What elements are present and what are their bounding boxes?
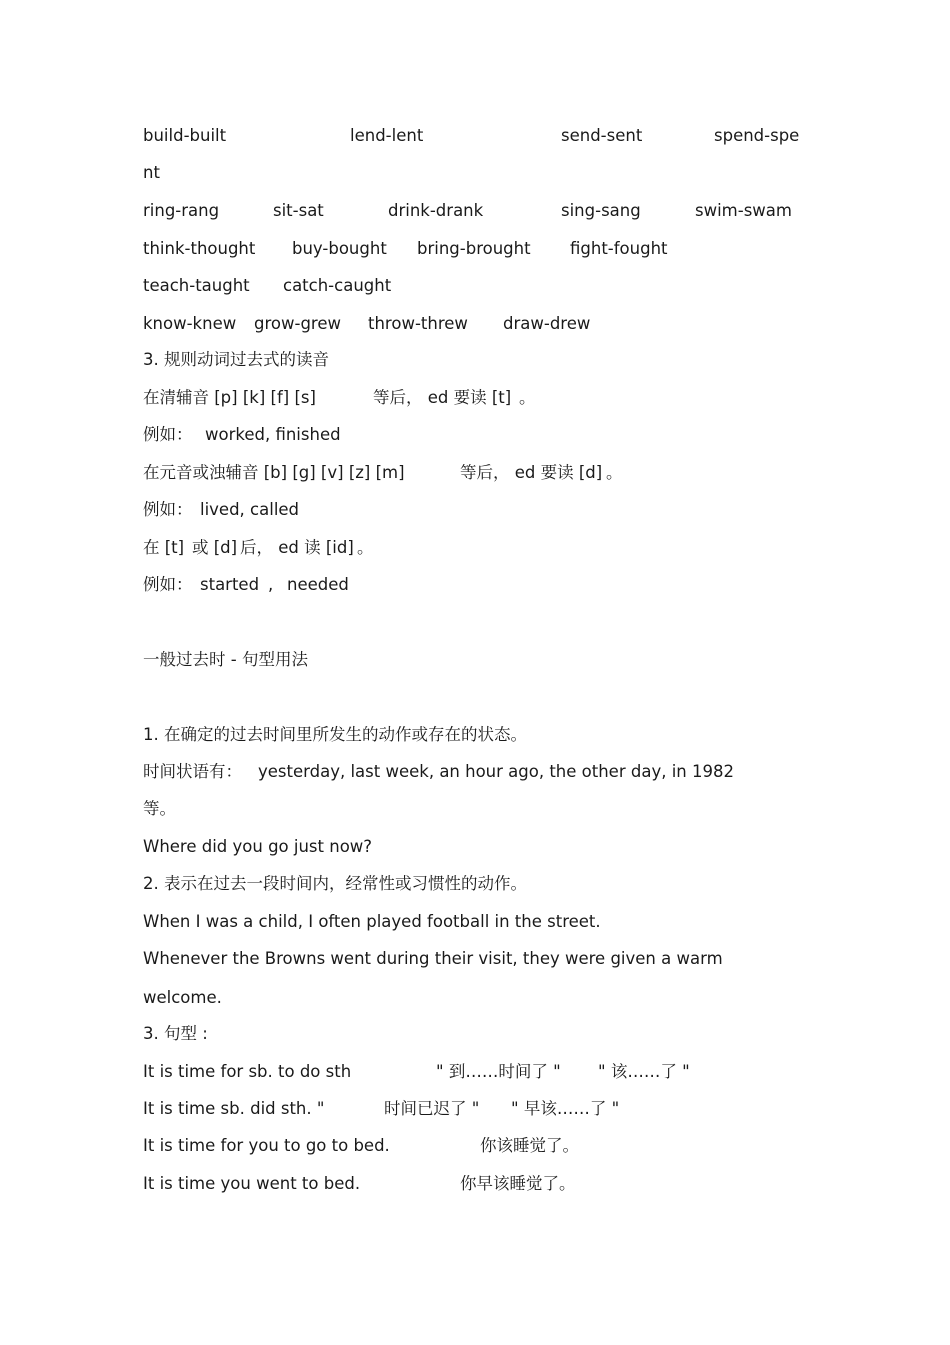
verb-pair: spend-spe bbox=[714, 126, 800, 145]
verb-pair: lend-lent bbox=[350, 126, 424, 145]
verb-pair: fight-fought bbox=[570, 239, 668, 258]
example-sentence-wrap: welcome. bbox=[143, 988, 222, 1007]
pronunciation-heading: 3. 规则动词过去式的读音 bbox=[143, 350, 329, 369]
example-sentence: Where did you go just now? bbox=[143, 837, 373, 856]
verb-pair: sit-sat bbox=[273, 201, 324, 220]
rule-t-d: 或 [d] bbox=[192, 538, 238, 557]
example-label: 例如： bbox=[143, 425, 193, 444]
rule-voiced: 在元音或浊辅音 [b] [g] [v] [z] [m] bbox=[143, 463, 405, 482]
verb-pair: bring-brought bbox=[417, 239, 531, 258]
verb-pair: build-built bbox=[143, 126, 227, 145]
verb-pair: swim-swam bbox=[695, 201, 792, 220]
pattern-cn: 时间已迟了 " bbox=[384, 1099, 480, 1118]
punctuation: , bbox=[268, 575, 274, 594]
verb-pair: think-thought bbox=[143, 239, 256, 258]
pattern-cn: " 到……时间了 " bbox=[436, 1062, 561, 1081]
verb-pair: grow-grew bbox=[254, 314, 341, 333]
verb-pair: draw-drew bbox=[503, 314, 591, 333]
usage-point: 1. 在确定的过去时间里所发生的动作或存在的状态。 bbox=[143, 725, 527, 744]
adverb-tail: 等。 bbox=[143, 799, 176, 818]
usage-point: 2. 表示在过去一段时间内，经常性或习惯性的动作。 bbox=[143, 874, 527, 893]
rule-t-d: 在 [t] bbox=[143, 538, 185, 557]
verb-pair: ring-rang bbox=[143, 201, 220, 220]
example-label: 例如： bbox=[143, 500, 193, 519]
example-words: lived, called bbox=[200, 500, 300, 519]
example-cn: 你早该睡觉了。 bbox=[460, 1174, 576, 1193]
example-cn: 你该睡觉了。 bbox=[480, 1136, 579, 1155]
verb-pair: buy-bought bbox=[292, 239, 387, 258]
punctuation: 。 bbox=[606, 463, 623, 482]
example-en: It is time you went to bed. bbox=[143, 1174, 361, 1193]
verb-pair: drink-drank bbox=[388, 201, 484, 220]
rule-voiceless: 在清辅音 [p] [k] [f] [s] bbox=[143, 388, 316, 407]
pattern-cn: " 早该……了 " bbox=[511, 1099, 620, 1118]
rule-voiceless-result: 等后， ed 要读 [t] bbox=[373, 388, 512, 407]
example-words: started bbox=[200, 575, 260, 594]
example-words: needed bbox=[287, 575, 349, 594]
example-en: It is time for you to go to bed. bbox=[143, 1136, 390, 1155]
verb-pair: teach-taught bbox=[143, 276, 250, 295]
example-sentence: When I was a child, I often played football in the street. bbox=[143, 912, 601, 931]
verb-pair: know-knew bbox=[143, 314, 237, 333]
verb-pair: throw-threw bbox=[368, 314, 468, 333]
adverb-list: yesterday, last week, an hour ago, the other day, in 1982 bbox=[258, 762, 734, 781]
example-label: 例如： bbox=[143, 575, 193, 594]
usage-point: 3. 句型 : bbox=[143, 1024, 208, 1043]
verb-pair: catch-caught bbox=[283, 276, 392, 295]
example-sentence: Whenever the Browns went during their visit, they were given a warm bbox=[143, 949, 723, 968]
punctuation: 。 bbox=[357, 538, 374, 557]
verb-pair-wrap: nt bbox=[143, 163, 160, 182]
verb-pair: send-sent bbox=[561, 126, 643, 145]
pattern-cn: " 该……了 " bbox=[598, 1062, 690, 1081]
section-title: 一般过去时 - 句型用法 bbox=[143, 650, 308, 669]
pattern-en: It is time sb. did sth. " bbox=[143, 1099, 325, 1118]
verb-pair: sing-sang bbox=[561, 201, 641, 220]
example-words: worked, finished bbox=[205, 425, 341, 444]
rule-voiced-result: 等后， ed 要读 [d] bbox=[460, 463, 603, 482]
punctuation: 。 bbox=[519, 388, 536, 407]
pattern-en: It is time for sb. to do sth bbox=[143, 1062, 352, 1081]
rule-t-d-result: 后， ed 读 [id] bbox=[240, 538, 354, 557]
adverb-label: 时间状语有： bbox=[143, 762, 242, 781]
